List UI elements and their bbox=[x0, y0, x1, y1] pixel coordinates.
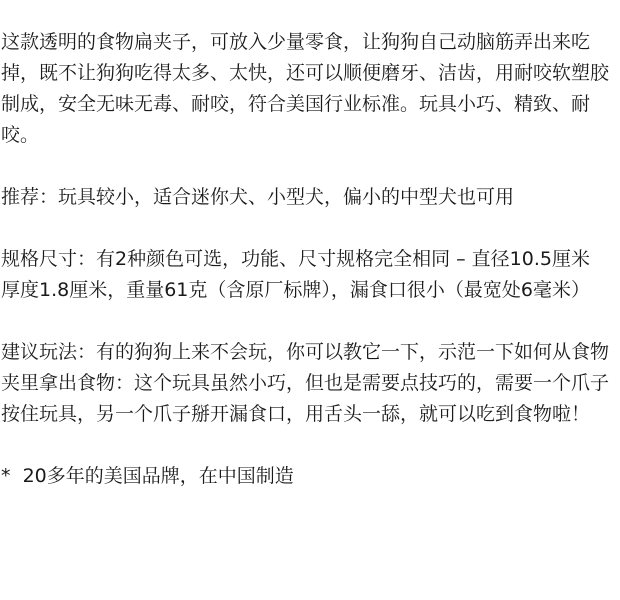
play-tips-paragraph: 建议玩法：有的狗狗上来不会玩，你可以教它一下，示范一下如何从食物夹里拿出食物：这个玩具虽然小巧，但也是需要点技巧的，需要一个爪子按住玩具，另一个爪子掰开漏食口，用舌头一舔，就可以吃到食物啦！ bbox=[1, 341, 610, 425]
intro-paragraph: 这款透明的食物扁夹子，可放入少量零食，让狗狗自己动脑筋弄出来吃掉，既不让狗狗吃得太多、太快，还可以顺便磨牙、洁齿，用耐咬软塑胶制成，安全无味无毒、耐咬，符合美国行业标准。玩具小巧、精致、耐咬。 bbox=[1, 31, 610, 146]
brand-note: * 20多年的美国品牌，在中国制造 bbox=[1, 465, 294, 487]
specs-paragraph: 规格尺寸：有2种颜色可选，功能、尺寸规格完全相同 – 直径10.5厘米 厚度1.8厘米，重量61克（含原厂标牌），漏食口很小（最宽处6毫米） bbox=[1, 248, 609, 301]
recommendation-paragraph: 推荐：玩具较小，适合迷你犬、小型犬，偏小的中型犬也可用 bbox=[1, 186, 515, 208]
product-description bbox=[0, 27, 620, 492]
